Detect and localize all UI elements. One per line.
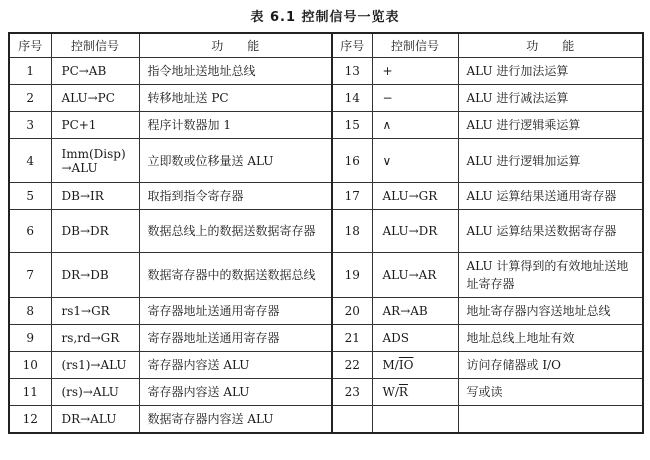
seq-cell: 11 <box>9 379 51 406</box>
function-cell: 指令地址送地址总线 <box>139 58 332 85</box>
function-cell: 写或读 <box>458 379 643 406</box>
function-cell: 程序计数器加 1 <box>139 112 332 139</box>
seq-cell: 12 <box>9 406 51 433</box>
header-seq-right: 序号 <box>332 33 372 58</box>
signal-cell: (rs)→ALU <box>51 379 139 406</box>
seq-cell: 8 <box>9 298 51 325</box>
table-row <box>9 183 643 210</box>
seq-cell <box>332 406 372 433</box>
signal-cell: PC→AB <box>51 58 139 85</box>
seq-cell: 15 <box>332 112 372 139</box>
signal-cell: DB→IR <box>51 183 139 210</box>
header-function-right: 功 能 <box>458 33 643 58</box>
table-row <box>9 139 643 183</box>
function-cell: 立即数或位移量送 ALU <box>139 139 332 183</box>
function-cell: 数据寄存器中的数据送数据总线 <box>139 253 332 298</box>
signal-prefix: W/ <box>382 385 399 399</box>
signal-cell <box>51 139 139 183</box>
function-cell: 寄存器地址送通用寄存器 <box>139 325 332 352</box>
function-cell: 访问存储器或 I/O <box>458 352 643 379</box>
signal-cell: DB→DR <box>51 210 139 253</box>
seq-cell: 4 <box>9 139 51 183</box>
function-cell: 数据总线上的数据送数据寄存器 <box>139 210 332 253</box>
seq-cell: 1 <box>9 58 51 85</box>
seq-cell: 19 <box>332 253 372 298</box>
function-cell: 地址寄存器内容送地址总线 <box>458 298 643 325</box>
signal-cell: ALU→GR <box>372 183 458 210</box>
table-row <box>9 325 643 352</box>
table-caption: 表 6.1 控制信号一览表 <box>250 10 400 25</box>
seq-cell: 10 <box>9 352 51 379</box>
signal-cell: AR→AB <box>372 298 458 325</box>
function-cell: ALU 进行逻辑加运算 <box>458 139 643 183</box>
table-row <box>9 379 643 406</box>
seq-cell: 2 <box>9 85 51 112</box>
table-row <box>9 298 643 325</box>
function-cell: ALU 进行逻辑乘运算 <box>458 112 643 139</box>
table-row <box>9 253 643 298</box>
header-signal-right: 控制信号 <box>372 33 458 58</box>
header-signal-left: 控制信号 <box>51 33 139 58</box>
seq-cell: 17 <box>332 183 372 210</box>
seq-cell: 5 <box>9 183 51 210</box>
header-row <box>9 33 643 58</box>
seq-cell: 6 <box>9 210 51 253</box>
function-cell: 寄存器地址送通用寄存器 <box>139 298 332 325</box>
signal-cell <box>372 379 458 406</box>
signal-cell: DR→ALU <box>51 406 139 433</box>
function-cell: ALU 运算结果送数据寄存器 <box>458 210 643 253</box>
signal-cell: ALU→AR <box>372 253 458 298</box>
function-cell <box>458 406 643 433</box>
signal-cell: ALU→PC <box>51 85 139 112</box>
table-row <box>9 58 643 85</box>
signal-cell: + <box>372 58 458 85</box>
seq-cell: 16 <box>332 139 372 183</box>
signal-line-1: Imm(Disp) <box>61 146 126 161</box>
seq-cell: 20 <box>332 298 372 325</box>
signal-prefix: M/ <box>382 358 399 372</box>
function-cell: 寄存器内容送 ALU <box>139 352 332 379</box>
signal-cell: ∧ <box>372 112 458 139</box>
signal-cell: ADS <box>372 325 458 352</box>
signal-cell: rs1→GR <box>51 298 139 325</box>
signal-line-2: →ALU <box>61 160 98 175</box>
seq-cell: 7 <box>9 253 51 298</box>
function-cell: 数据寄存器内容送 ALU <box>139 406 332 433</box>
table-row <box>9 85 643 112</box>
seq-cell: 23 <box>332 379 372 406</box>
seq-cell: 22 <box>332 352 372 379</box>
function-cell: 地址总线上地址有效 <box>458 325 643 352</box>
seq-cell: 18 <box>332 210 372 253</box>
signal-cell: ∨ <box>372 139 458 183</box>
table-row <box>9 406 643 433</box>
function-cell: ALU 进行减法运算 <box>458 85 643 112</box>
signal-cell <box>372 352 458 379</box>
function-cell: ALU 运算结果送通用寄存器 <box>458 183 643 210</box>
function-cell: ALU 计算得到的有效地址送地址寄存器 <box>458 253 643 298</box>
signal-overbar: $\overline{R}$ <box>398 385 408 399</box>
seq-cell: 14 <box>332 85 372 112</box>
seq-cell: 13 <box>332 58 372 85</box>
header-function-left: 功 能 <box>139 33 332 58</box>
signal-cell: ALU→DR <box>372 210 458 253</box>
signal-cell <box>372 406 458 433</box>
signal-cell: − <box>372 85 458 112</box>
signal-cell: (rs1)→ALU <box>51 352 139 379</box>
control-signal-table <box>8 32 644 434</box>
function-cell: ALU 进行加法运算 <box>458 58 643 85</box>
header-seq-left: 序号 <box>9 33 51 58</box>
function-cell: 取指到指令寄存器 <box>139 183 332 210</box>
seq-cell: 3 <box>9 112 51 139</box>
table-row <box>9 352 643 379</box>
signal-cell: DR→DB <box>51 253 139 298</box>
signal-cell: rs,rd→GR <box>51 325 139 352</box>
function-cell: 寄存器内容送 ALU <box>139 379 332 406</box>
seq-cell: 21 <box>332 325 372 352</box>
signal-cell: PC+1 <box>51 112 139 139</box>
seq-cell: 9 <box>9 325 51 352</box>
function-cell: 转移地址送 PC <box>139 85 332 112</box>
table-row <box>9 112 643 139</box>
table-row <box>9 210 643 253</box>
signal-overbar: $\overline{IO}$ <box>398 358 414 372</box>
